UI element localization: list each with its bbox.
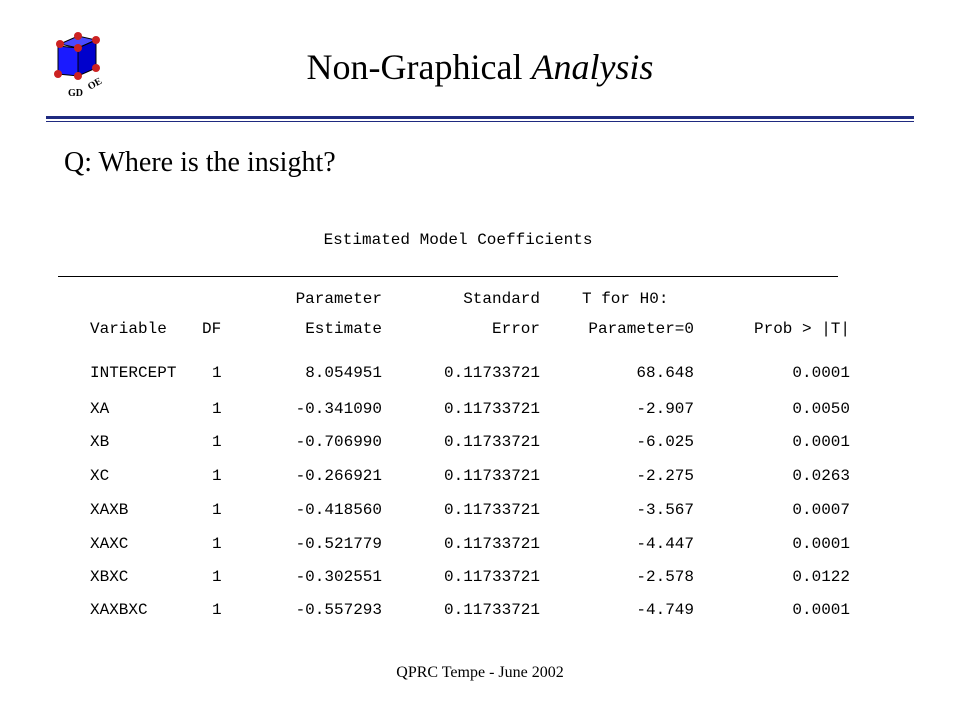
cell-variable: XB	[90, 433, 110, 451]
cell-t: -2.275	[636, 467, 694, 485]
cell-estimate: -0.302551	[295, 568, 382, 586]
header-t-2: Parameter=0	[588, 320, 694, 338]
slide-title	[0, 46, 960, 88]
cell-estimate: -0.266921	[295, 467, 382, 485]
cell-df: 1	[212, 467, 222, 485]
cell-variable: XBXC	[90, 568, 129, 586]
cell-df: 1	[212, 568, 222, 586]
cell-p: 0.0001	[792, 433, 850, 451]
cell-df: 1	[212, 400, 222, 418]
cell-variable: XAXB	[90, 501, 129, 519]
cell-p: 0.0007	[792, 501, 850, 519]
header-p: Prob > |T|	[753, 320, 850, 338]
cell-t: -4.749	[636, 601, 694, 619]
cell-error: 0.11733721	[443, 364, 540, 382]
cell-t: -6.025	[636, 433, 694, 451]
cell-df: 1	[212, 535, 222, 553]
cell-estimate: -0.521779	[295, 535, 382, 553]
title-rule-thin	[46, 121, 914, 122]
cell-p: 0.0001	[792, 535, 850, 553]
table-row	[0, 433, 960, 455]
table-row	[0, 601, 960, 623]
cell-error: 0.11733721	[443, 535, 540, 553]
cell-variable: XAXC	[90, 535, 129, 553]
cell-error: 0.11733721	[443, 433, 540, 451]
cell-error: 0.11733721	[443, 501, 540, 519]
cell-df: 1	[212, 433, 222, 451]
cell-estimate: 8.054951	[305, 364, 382, 382]
logo-text-oe: OE	[86, 75, 105, 93]
title-italic: Analysis	[531, 47, 654, 87]
cell-p: 0.0263	[792, 467, 850, 485]
cell-p: 0.0122	[792, 568, 850, 586]
cell-estimate: -0.418560	[295, 501, 382, 519]
table-row	[0, 467, 960, 489]
cell-estimate: -0.706990	[295, 433, 382, 451]
cell-df: 1	[212, 501, 222, 519]
header-t-1: T for H0:	[582, 290, 669, 308]
cell-t: 68.648	[636, 364, 694, 382]
table-row	[0, 501, 960, 523]
header-est-2: Estimate	[305, 320, 382, 338]
table-row	[0, 364, 960, 386]
cell-variable: INTERCEPT	[90, 364, 177, 382]
header-err-2: Error	[491, 320, 540, 338]
cell-error: 0.11733721	[443, 400, 540, 418]
cell-estimate: -0.341090	[295, 400, 382, 418]
table-title: Estimated Model Coefficients	[323, 231, 593, 249]
logo-text-gd: GD	[68, 88, 83, 99]
cell-variable: XA	[90, 400, 110, 418]
cell-estimate: -0.557293	[295, 601, 382, 619]
header-err-1: Standard	[463, 290, 540, 308]
table-title-underline	[58, 276, 838, 277]
cell-p: 0.0050	[792, 400, 850, 418]
cell-variable: XAXBXC	[90, 601, 148, 619]
table-row	[0, 400, 960, 422]
cell-error: 0.11733721	[443, 568, 540, 586]
question-text: Q: Where is the insight?	[64, 147, 336, 178]
table-header-row-2	[0, 320, 960, 342]
cell-t: -2.907	[636, 400, 694, 418]
cell-df: 1	[212, 364, 222, 382]
title-rule	[46, 116, 914, 124]
cell-t: -2.578	[636, 568, 694, 586]
slide-footer: QPRC Tempe - June 2002	[396, 664, 564, 681]
cell-t: -3.567	[636, 501, 694, 519]
header-var: Variable	[90, 320, 167, 338]
table-header-row-1	[0, 290, 960, 312]
header-df: DF	[202, 320, 222, 338]
title-normal: Non-Graphical	[306, 47, 532, 87]
cell-t: -4.447	[636, 535, 694, 553]
header-est-1: Parameter	[295, 290, 382, 308]
cell-variable: XC	[90, 467, 110, 485]
table-row	[0, 568, 960, 590]
cell-p: 0.0001	[792, 601, 850, 619]
cell-error: 0.11733721	[443, 601, 540, 619]
cell-df: 1	[212, 601, 222, 619]
table-row	[0, 535, 960, 557]
cell-p: 0.0001	[792, 364, 850, 382]
title-rule-thick	[46, 116, 914, 119]
cell-error: 0.11733721	[443, 467, 540, 485]
